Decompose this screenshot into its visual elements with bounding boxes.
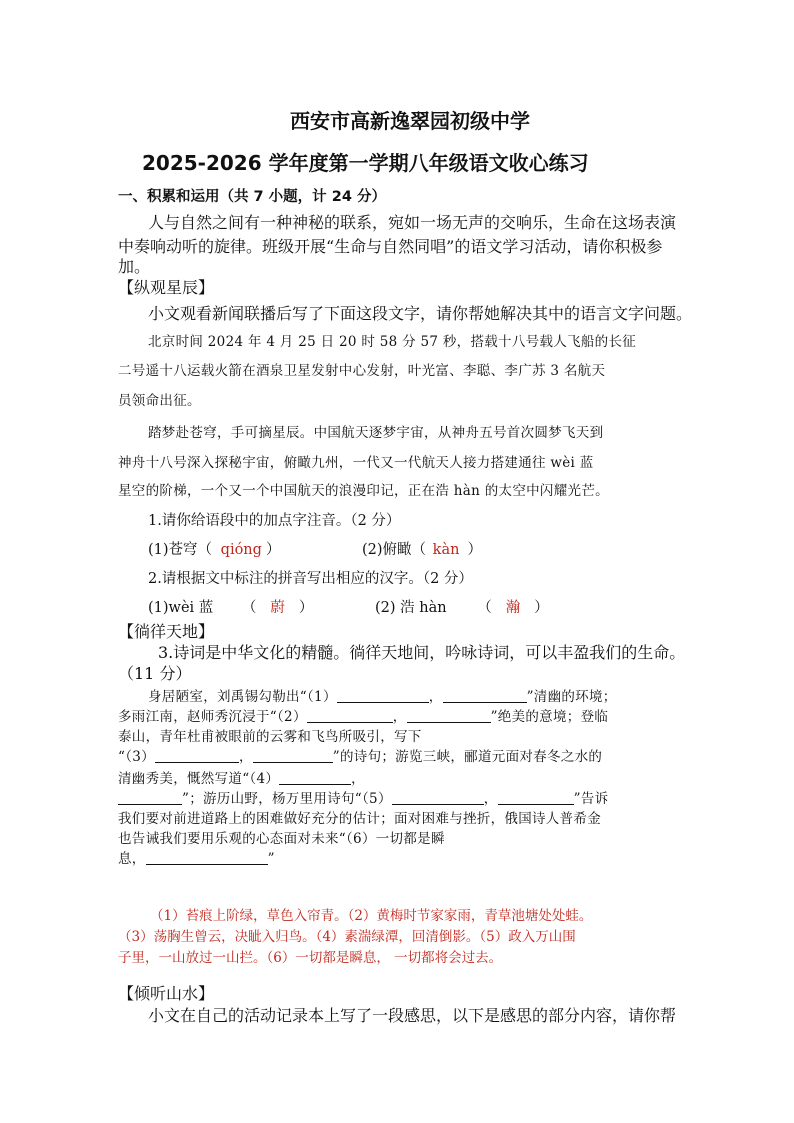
q2-item-1-label: (1)wèi 蓝 bbox=[148, 600, 214, 616]
blank-6[interactable] bbox=[146, 850, 268, 865]
part3-line: 小文在自己的活动记录本上写了一段感思，以下是感思的部分内容，请你帮 bbox=[148, 1006, 677, 1025]
question-1: 1.请你给语段中的加点字注音。（2 分） bbox=[148, 513, 401, 529]
passage-line-3: 员领命出征。 bbox=[118, 393, 201, 409]
q1-item-1-label: (1)苍穹（ bbox=[148, 542, 213, 558]
q2-item-2-close: ） bbox=[534, 600, 549, 616]
q1-item-2-label: (2)俯瞰（ bbox=[362, 542, 427, 558]
blank-1-1[interactable] bbox=[337, 688, 429, 703]
poem-line-4-c: ”的诗句；游览三峡，郦道元面对春冬之水的 bbox=[332, 749, 603, 765]
answer-line-2: （3）荡胸生曾云，决眦入归鸟。（4）素湍绿潭，回清倒影。（5）政入万山围 bbox=[118, 929, 576, 945]
poem-line-4 bbox=[118, 745, 602, 765]
q2-item-2-open: （ bbox=[477, 600, 492, 616]
intro-line-1: 人与自然之间有一种神秘的联系，宛如一场无声的交响乐，生命在这场表演 bbox=[148, 213, 677, 232]
answer-line-1: （1）苔痕上阶绿，草色入帘青。（2）黄梅时节家家雨，青草池塘处处蛙。 bbox=[150, 908, 593, 924]
blank-3-1[interactable] bbox=[155, 748, 239, 763]
poem-line-6 bbox=[118, 787, 608, 807]
poem-line-9-b: ” bbox=[267, 851, 275, 867]
q2-item-1-open: （ bbox=[241, 600, 257, 616]
poem-line-1-b: ， bbox=[428, 689, 443, 705]
intro-line-3: 加。 bbox=[118, 257, 151, 276]
section-heading: 一、积累和运用（共 7 小题，计 24 分） bbox=[118, 189, 386, 205]
part1-heading: 【纵观星辰】 bbox=[118, 278, 215, 297]
poem-line-4-b: ， bbox=[238, 749, 253, 765]
intro-line-2: 中奏响动听的旋律。班级开展“生命与自然同唱”的语文学习活动，请你积极参 bbox=[118, 237, 663, 256]
poem-line-6-a: ”；游历山野，杨万里用诗句“（5） bbox=[182, 791, 392, 807]
q2-item-1-answer: 蔚 bbox=[270, 600, 285, 616]
q1-item-1-answer: qióng bbox=[220, 542, 262, 558]
blank-5-2[interactable] bbox=[498, 790, 574, 805]
poem-line-3: 泰山，青年杜甫被眼前的云雾和飞鸟所吸引，写下 bbox=[118, 729, 422, 745]
poem-line-2-c: ”绝美的意境；登临 bbox=[490, 709, 609, 725]
passage-line-6: 星空的阶梯，一个又一个中国航天的浪漫印记，正在浩 hàn 的太空中闪耀光芒。 bbox=[118, 483, 609, 499]
exam-title: 2025-2026 学年度第一学期八年级语文收心练习 bbox=[142, 151, 589, 175]
q1-item-1-close: ） bbox=[265, 542, 281, 558]
poem-line-1-c: ”清幽的环境； bbox=[526, 689, 617, 705]
q1-item-1 bbox=[148, 538, 280, 559]
part3-heading: 【倾听山水】 bbox=[118, 984, 215, 1003]
poem-line-2-a: 多雨江南，赵师秀沉浸于“（2） bbox=[118, 709, 307, 725]
poem-line-8: 也告诫我们要用乐观的心态面对未来“（6）一切都是瞬 bbox=[118, 831, 445, 847]
q2-item-2 bbox=[375, 596, 549, 617]
school-title: 西安市高新逸翠园初级中学 bbox=[290, 109, 530, 133]
poem-line-5 bbox=[118, 767, 365, 787]
question-3-line-2: （11 分） bbox=[118, 664, 192, 683]
q2-item-1-close: ） bbox=[298, 600, 314, 616]
q2-item-1 bbox=[148, 596, 313, 617]
part1-lead: 小文观看新闻联播后写了下面这段文字，请你帮她解决其中的语言文字问题。 bbox=[148, 304, 693, 323]
q2-item-2-label: (2) 浩 hàn bbox=[375, 600, 447, 616]
question-2: 2.请根据文中标注的拼音写出相应的汉字。（2 分） bbox=[148, 571, 473, 587]
poem-line-4-a: “（3） bbox=[118, 749, 155, 765]
blank-5-1[interactable] bbox=[392, 790, 484, 805]
answer-line-3: 子里，一山放过一山拦。（6）一切都是瞬息， 一切都将会过去。 bbox=[118, 950, 503, 966]
blank-4-2[interactable] bbox=[118, 790, 182, 805]
question-3-line-1: 3.诗词是中华文化的精髓。徜徉天地间，吟咏诗词，可以丰盈我们的生命。 bbox=[158, 643, 686, 662]
poem-line-2-b: ， bbox=[392, 709, 407, 725]
poem-line-2 bbox=[118, 705, 608, 725]
passage-line-2: 二号遥十八运载火箭在酒泉卫星发射中心发射，叶光富、李聪、李广苏 3 名航天 bbox=[118, 363, 606, 379]
blank-4-1[interactable] bbox=[279, 770, 351, 785]
q2-item-2-answer: 瀚 bbox=[505, 600, 521, 616]
poem-line-6-c: ”告诉 bbox=[573, 791, 609, 807]
poem-line-1 bbox=[148, 685, 617, 705]
poem-line-5-a: 清幽秀美，慨然写道“（4） bbox=[118, 771, 280, 787]
q1-item-2-close: ） bbox=[467, 542, 482, 558]
blank-2-2[interactable] bbox=[407, 708, 491, 723]
passage-line-4: 踏梦赴苍穹，手可摘星辰。中国航天逐梦宇宙，从神舟五号首次圆梦飞天到 bbox=[148, 425, 604, 441]
poem-line-9-a: 息， bbox=[118, 851, 146, 867]
passage-line-1: 北京时间 2024 年 4 月 25 日 20 时 58 分 57 秒，搭载十八号载人飞船的长征 bbox=[148, 334, 637, 350]
passage-line-5: 神舟十八号深入探秘宇宙，俯瞰九州，一代又一代航天人接力搭建通往 wèi 蓝 bbox=[118, 455, 594, 471]
q1-item-2-answer: kàn bbox=[432, 542, 460, 558]
blank-1-2[interactable] bbox=[443, 688, 527, 703]
blank-3-2[interactable] bbox=[253, 748, 333, 763]
poem-line-6-b: ， bbox=[483, 791, 498, 807]
poem-line-5-b: ， bbox=[351, 771, 365, 787]
poem-line-1-a: 身居陋室，刘禹锡勾勒出“（1） bbox=[148, 689, 337, 705]
poem-line-9 bbox=[118, 847, 275, 867]
q1-item-2 bbox=[362, 538, 482, 559]
blank-2-1[interactable] bbox=[307, 708, 393, 723]
poem-line-7: 我们要对前进道路上的困难做好充分的估计；面对困难与挫折，俄国诗人普希金 bbox=[118, 811, 601, 827]
part2-heading: 【徜徉天地】 bbox=[118, 622, 215, 641]
